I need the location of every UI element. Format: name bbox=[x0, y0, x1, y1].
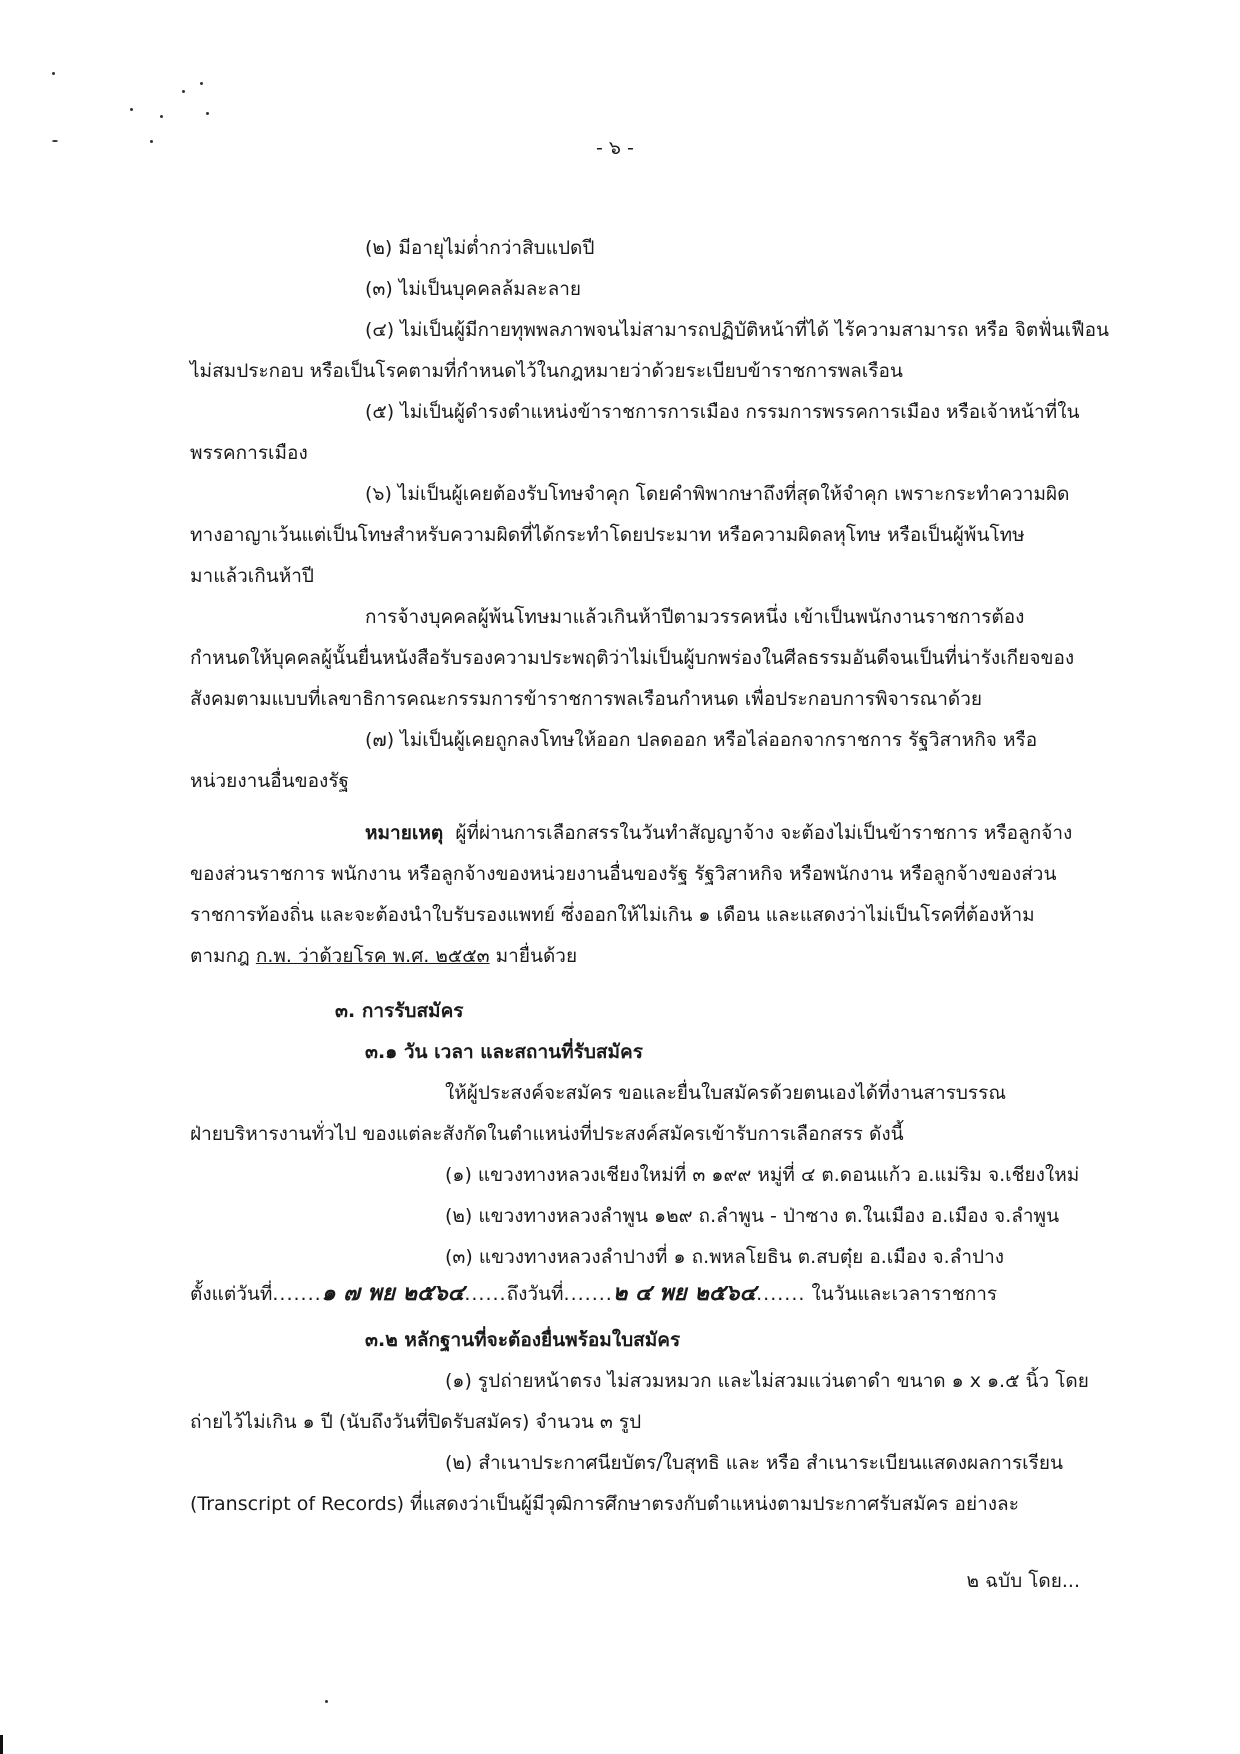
scan-speck bbox=[52, 140, 58, 142]
note-line-3: ราชการท้องถิ่น และจะต้องนำใบรับรองแพทย์ ซึ่งออกให้ไม่เกิน ๑ เดือน และแสดงว่าไม่เป็นโรคที่ต้องห้าม bbox=[190, 904, 1035, 926]
scan-speck bbox=[150, 140, 153, 143]
scan-speck bbox=[200, 82, 203, 85]
note-prefix: ตามกฎ bbox=[190, 945, 250, 967]
item-line: (๕) ไม่เป็นผู้ดำรงตำแหน่งข้าราชการการเมือง กรรมการพรรคการเมือง หรือเจ้าหน้าที่ใน bbox=[365, 401, 1080, 423]
scan-speck bbox=[0, 1735, 3, 1754]
date-line: ตั้งแต่วันที่.......๑ ๗ พย ๒๕๖๔......ถึงวันที่.......๒ ๔ พย ๒๕๖๔....... ในวันและเวลาราชการ bbox=[190, 1280, 998, 1306]
page-number: - ๖ - bbox=[596, 137, 634, 159]
date-to-value: ๒ ๔ พย ๒๕๖๔ bbox=[612, 1280, 757, 1306]
scan-speck bbox=[325, 1700, 328, 1703]
item-line: มาแล้วเกินห้าปี bbox=[190, 565, 314, 587]
item-line: (๔) ไม่เป็นผู้มีกายทุพพลภาพจนไม่สามารถปฏิบัติหน้าที่ได้ ไร้ความสามารถ หรือ จิตฟั่นเฟือน bbox=[365, 319, 1109, 341]
note-line-4 bbox=[190, 943, 577, 969]
subsection-heading: ๓.๒ หลักฐานที่จะต้องยื่นพร้อมใบสมัคร bbox=[365, 1329, 681, 1351]
place-line: (๒) แขวงทางหลวงลำพูน ๑๒๙ ถ.ลำพูน - ป่าซาง ต.ในเมือง อ.เมือง จ.ลำพูน bbox=[445, 1205, 1060, 1227]
item-line: (๗) ไม่เป็นผู้เคยถูกลงโทษให้ออก ปลดออก หรือไล่ออกจากราชการ รัฐวิสาหกิจ หรือ bbox=[365, 729, 1038, 751]
evidence-line: (๒) สำเนาประกาศนียบัตร/ใบสุทธิ และ หรือ สำเนาระเบียนแสดงผลการเรียน bbox=[445, 1452, 1063, 1474]
date-suffix: ในวันและเวลาราชการ bbox=[811, 1283, 998, 1305]
item-line: สังคมตามแบบที่เลขาธิการคณะกรรมการข้าราชการพลเรือนกำหนด เพื่อประกอบการพิจารณาด้วย bbox=[190, 688, 983, 710]
place-line: (๓) แขวงทางหลวงลำปางที่ ๑ ถ.พหลโยธิน ต.สบตุ๋ย อ.เมือง จ.ลำปาง bbox=[445, 1246, 1005, 1268]
note-regulation: ก.พ. ว่าด้วยโรค พ.ศ. ๒๕๕๓ bbox=[255, 945, 490, 967]
note-line-2: ของส่วนราชการ พนักงาน หรือลูกจ้างของหน่วยงานอื่นของรัฐ รัฐวิสาหกิจ หรือพนักงาน หรือลูกจ้างของส่วน bbox=[190, 863, 1057, 885]
scan-speck bbox=[130, 108, 133, 111]
item-line: หน่วยงานอื่นของรัฐ bbox=[190, 770, 350, 792]
item-line: (๓) ไม่เป็นบุคคลล้มละลาย bbox=[365, 278, 582, 300]
place-line: (๑) แขวงทางหลวงเชียงใหม่ที่ ๓ ๑๙๙ หมู่ที่ ๔ ต.ดอนแก้ว อ.แม่ริม จ.เชียงใหม่ bbox=[445, 1164, 1080, 1186]
evidence-line: (Transcript of Records) ที่แสดงว่าเป็นผู้มีวุฒิการศึกษาตรงกับตำแหน่งตามประกาศรับสมัคร อย่างละ bbox=[190, 1493, 1019, 1515]
date-to-label: ถึงวันที่ bbox=[506, 1283, 564, 1305]
item-line: กำหนดให้บุคคลผู้นั้นยื่นหนังสือรับรองความประพฤติว่าไม่เป็นผู้บกพร่องในศีลธรรมอันดีจนเป็นที่น่ารังเกียจของ bbox=[190, 647, 1075, 669]
scan-speck bbox=[160, 115, 163, 118]
subsection-heading: ๓.๑ วัน เวลา และสถานที่รับสมัคร bbox=[365, 1041, 643, 1063]
evidence-line: ถ่ายไว้ไม่เกิน ๑ ปี (นับถึงวันที่ปิดรับสมัคร) จำนวน ๓ รูป bbox=[190, 1411, 642, 1433]
item-line: (๖) ไม่เป็นผู้เคยต้องรับโทษจำคุก โดยคำพิพากษาถึงที่สุดให้จำคุก เพราะกระทำความผิด bbox=[365, 483, 1070, 505]
item-line: พรรคการเมือง bbox=[190, 442, 308, 464]
note-text: ผู้ที่ผ่านการเลือกสรรในวันทำสัญญาจ้าง จะต้องไม่เป็นข้าราชการ หรือลูกจ้าง bbox=[455, 822, 1073, 844]
note-label: หมายเหตุ bbox=[365, 822, 444, 844]
evidence-line: (๑) รูปถ่ายหน้าตรง ไม่สวมหมวก และไม่สวมแว่นตาดำ ขนาด ๑ x ๑.๕ นิ้ว โดย bbox=[445, 1370, 1089, 1392]
note-line-1 bbox=[365, 820, 1072, 846]
continuation-text: ๒ ฉบับ โดย... bbox=[966, 1570, 1080, 1592]
item-line: การจ้างบุคคลผู้พ้นโทษมาแล้วเกินห้าปีตามวรรคหนึ่ง เข้าเป็นพนักงานราชการต้อง bbox=[365, 606, 1025, 628]
section-heading: ๓. การรับสมัคร bbox=[335, 1000, 464, 1022]
scan-speck bbox=[182, 90, 185, 93]
scan-speck bbox=[206, 112, 209, 115]
scan-speck bbox=[52, 72, 55, 75]
item-line: ทางอาญาเว้นแต่เป็นโทษสำหรับความผิดที่ได้กระทำโดยประมาท หรือความผิดลหุโทษ หรือเป็นผู้พ้นโทษ bbox=[190, 524, 1025, 546]
date-from-value: ๑ ๗ พย ๒๕๖๔ bbox=[321, 1280, 465, 1306]
item-line: (๒) มีอายุไม่ต่ำกว่าสิบแปดปี bbox=[365, 237, 595, 259]
paragraph-line: ให้ผู้ประสงค์จะสมัคร ขอและยื่นใบสมัครด้วยตนเองได้ที่งานสารบรรณ bbox=[445, 1082, 1006, 1104]
item-line: ไม่สมประกอบ หรือเป็นโรคตามที่กำหนดไว้ในกฎหมายว่าด้วยระเบียบข้าราชการพลเรือน bbox=[190, 360, 903, 382]
note-suffix: มายื่นด้วย bbox=[495, 945, 578, 967]
paragraph-line: ฝ่ายบริหารงานทั่วไป ของแต่ละสังกัดในตำแหน่งที่ประสงค์สมัครเข้ารับการเลือกสรร ดังนี้ bbox=[190, 1123, 904, 1145]
date-from-label: ตั้งแต่วันที่ bbox=[190, 1283, 273, 1305]
